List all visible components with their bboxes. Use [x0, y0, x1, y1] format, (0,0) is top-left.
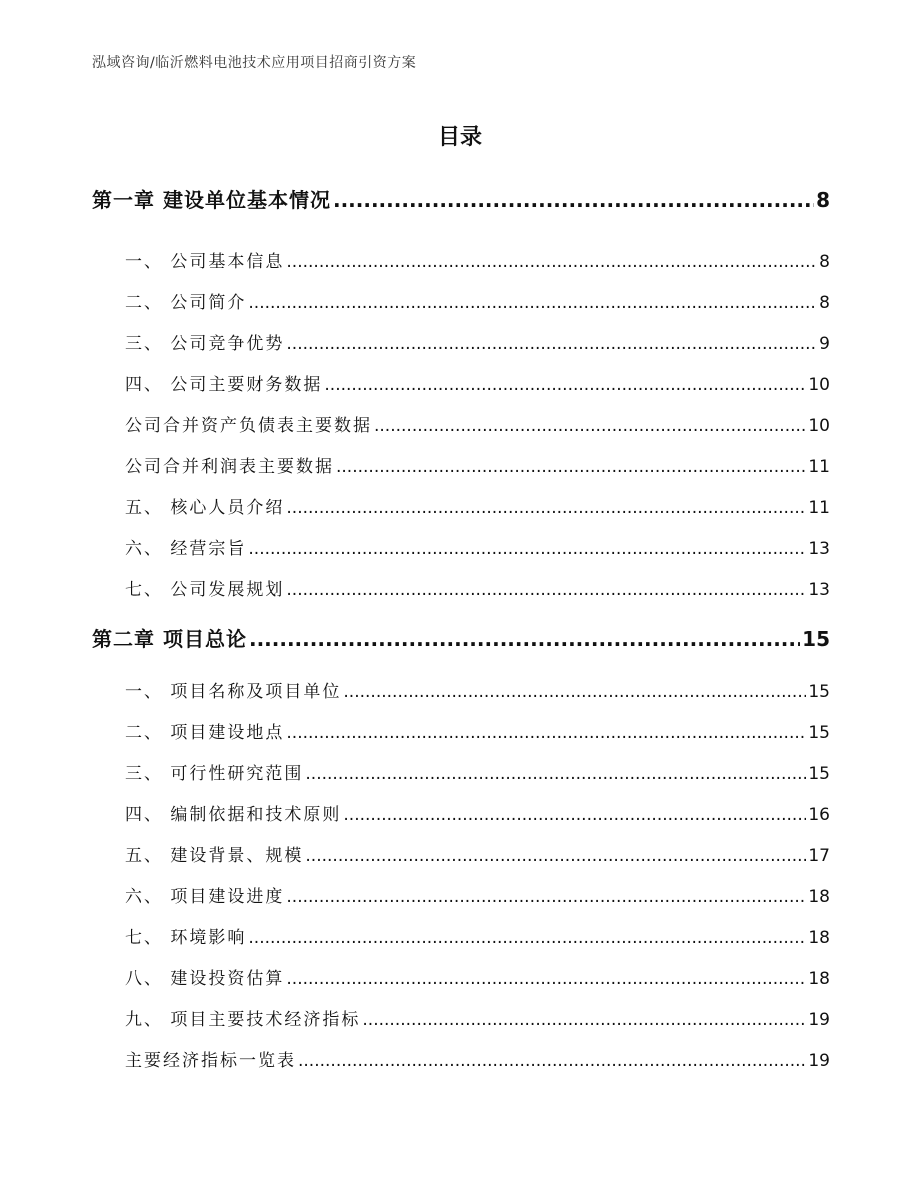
toc-page-number: 11	[808, 457, 830, 477]
toc-entry-label: 主要经济指标一览表	[125, 1051, 296, 1071]
toc-entry[interactable]	[125, 247, 830, 272]
toc-leader-dots	[374, 416, 806, 436]
toc-entry[interactable]	[125, 759, 830, 784]
page-title: 目录	[437, 125, 482, 150]
toc-entry-label: 四、 公司主要财务数据	[125, 375, 323, 395]
toc-entry[interactable]	[125, 1046, 830, 1071]
toc-entry-label: 二、 项目建设地点	[125, 723, 285, 743]
toc-chapter-2[interactable]	[92, 623, 830, 652]
page-header: 泓域咨询/临沂燃料电池技术应用项目招商引资方案	[92, 55, 417, 71]
toc-page-number: 15	[808, 723, 830, 743]
toc-entry-label: 公司合并利润表主要数据	[125, 457, 334, 477]
toc-entry[interactable]	[125, 411, 830, 436]
toc-entry[interactable]	[125, 288, 830, 313]
toc-leader-dots	[248, 539, 806, 559]
toc-entry-label: 九、 项目主要技术经济指标	[125, 1010, 361, 1030]
toc-entry[interactable]	[125, 841, 830, 866]
toc-leader-dots	[305, 846, 806, 866]
toc-entry[interactable]	[125, 329, 830, 354]
toc-entry-label: 五、 核心人员介绍	[125, 498, 285, 518]
toc-page-number: 10	[808, 375, 830, 395]
toc-page-number: 8	[819, 293, 830, 313]
toc-entry-label: 六、 项目建设进度	[125, 887, 285, 907]
toc-page-number: 19	[808, 1010, 830, 1030]
toc-page-number: 9	[819, 334, 830, 354]
toc-entry-label: 公司合并资产负债表主要数据	[125, 416, 372, 436]
toc-leader-dots	[362, 1010, 806, 1030]
toc-entry[interactable]	[125, 718, 830, 743]
toc-page-number: 16	[808, 805, 830, 825]
toc-entry[interactable]	[125, 800, 830, 825]
toc-leader-dots	[248, 928, 806, 948]
toc-entry-label: 一、 项目名称及项目单位	[125, 682, 342, 702]
toc-entry[interactable]	[125, 452, 830, 477]
toc-entry-label: 第一章 建设单位基本情况	[92, 188, 331, 212]
toc-entry[interactable]	[125, 493, 830, 518]
toc-entry-label: 二、 公司简介	[125, 293, 247, 313]
toc-leader-dots	[286, 887, 806, 907]
toc-entry[interactable]	[125, 370, 830, 395]
toc-leader-dots	[305, 764, 806, 784]
toc-page-number: 8	[816, 188, 830, 212]
toc-page-number: 13	[808, 580, 830, 600]
toc-leader-dots	[286, 723, 806, 743]
toc-entry-label: 一、 公司基本信息	[125, 252, 285, 272]
toc-leader-dots	[286, 969, 806, 989]
toc-entry[interactable]	[125, 923, 830, 948]
toc-entry-label: 七、 公司发展规划	[125, 580, 285, 600]
toc-entry-label: 第二章 项目总论	[92, 627, 247, 651]
toc-entry[interactable]	[125, 882, 830, 907]
toc-page-number: 17	[808, 846, 830, 866]
toc-page-number: 18	[808, 887, 830, 907]
toc-page-number: 18	[808, 969, 830, 989]
toc-page-number: 8	[819, 252, 830, 272]
toc-entry-label: 四、 编制依据和技术原则	[125, 805, 342, 825]
toc-leader-dots	[286, 580, 806, 600]
toc-leader-dots	[343, 682, 806, 702]
toc-page-number: 15	[808, 764, 830, 784]
toc-chapter-1[interactable]	[92, 184, 830, 213]
toc-entry[interactable]	[125, 964, 830, 989]
toc-entry-label: 三、 公司竞争优势	[125, 334, 285, 354]
toc-leader-dots	[298, 1051, 806, 1071]
toc-entry-label: 七、 环境影响	[125, 928, 247, 948]
toc-entry-label: 五、 建设背景、规模	[125, 846, 304, 866]
toc-entry[interactable]	[125, 677, 830, 702]
toc-entry-label: 六、 经营宗旨	[125, 539, 247, 559]
toc-leader-dots	[324, 375, 806, 395]
toc-entry[interactable]	[125, 534, 830, 559]
toc-leader-dots	[333, 188, 814, 212]
toc-page-number: 15	[808, 682, 830, 702]
toc-page-number: 18	[808, 928, 830, 948]
toc-leader-dots	[248, 293, 817, 313]
toc-leader-dots	[336, 457, 806, 477]
toc-page-number: 10	[808, 416, 830, 436]
toc-page-number: 15	[802, 627, 830, 651]
toc-page-number: 13	[808, 539, 830, 559]
toc-entry[interactable]	[125, 575, 830, 600]
toc-leader-dots	[286, 334, 817, 354]
toc-leader-dots	[286, 252, 817, 272]
toc-leader-dots	[249, 627, 800, 651]
toc-entry[interactable]	[125, 1005, 830, 1030]
toc-leader-dots	[286, 498, 806, 518]
toc-leader-dots	[343, 805, 806, 825]
toc-entry-label: 八、 建设投资估算	[125, 969, 285, 989]
toc-entry-label: 三、 可行性研究范围	[125, 764, 304, 784]
toc-page-number: 19	[808, 1051, 830, 1071]
toc-page-number: 11	[808, 498, 830, 518]
